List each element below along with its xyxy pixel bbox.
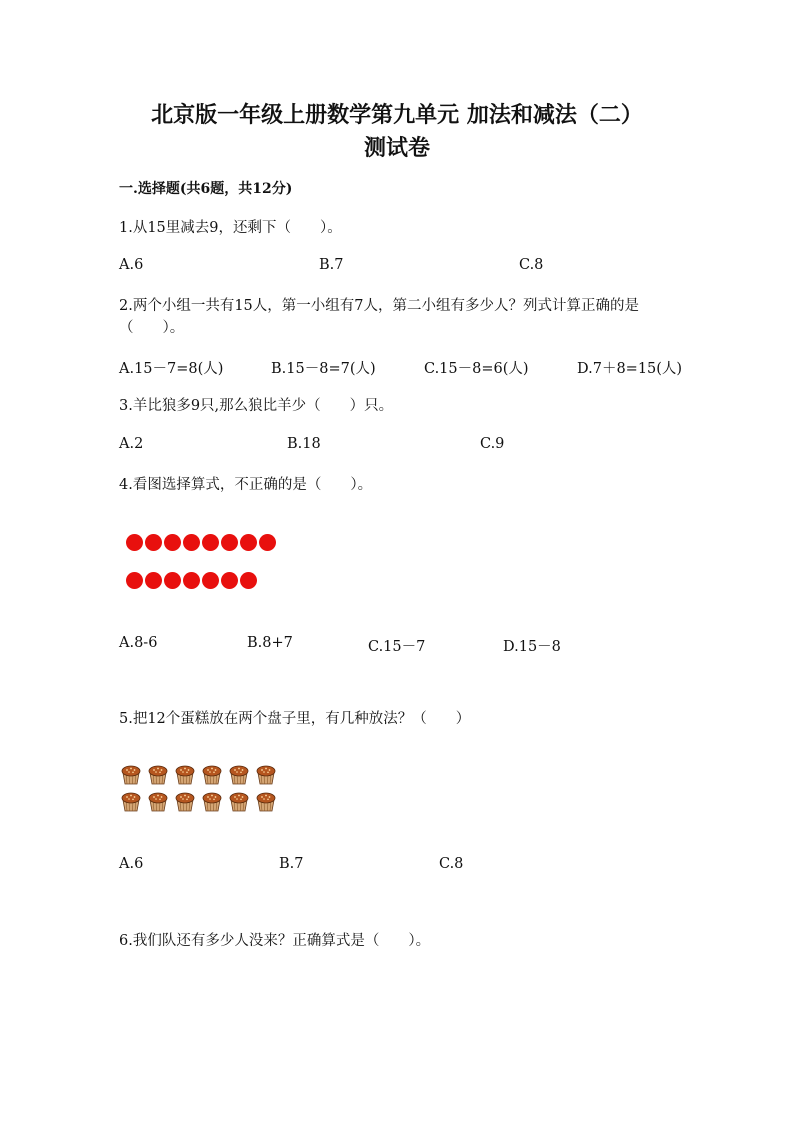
q4-option-c[interactable]: C.15－7 — [368, 639, 426, 655]
page-title-line2: 测试卷 — [363, 135, 430, 161]
cake-icon — [200, 789, 224, 813]
cake-icon — [146, 789, 170, 813]
cake-icon — [227, 789, 251, 813]
red-dot-icon — [240, 572, 257, 589]
q4-option-a[interactable]: A.8-6 — [119, 635, 158, 651]
q1-option-b[interactable]: B.7 — [319, 257, 344, 273]
q2-option-d[interactable]: D.7＋8=15(人) — [577, 361, 683, 377]
question-4: 4.看图选择算式，不正确的是（ ）。 — [119, 477, 373, 493]
question-6: 6.我们队还有多少人没来？正确算式是（ ）。 — [119, 933, 431, 949]
q4-option-b[interactable]: B.8+7 — [247, 635, 293, 651]
question-5: 5.把12个蛋糕放在两个盘子里，有几种放法？（ ） — [119, 711, 471, 727]
cake-icon — [173, 762, 197, 786]
dots-row-2 — [126, 572, 257, 589]
question-2: 2.两个小组一共有15人，第一小组有7人，第二小组有多少人？列式计算正确的是（ ）。 — [119, 298, 640, 336]
red-dot-icon — [126, 534, 143, 551]
cake-icon — [227, 762, 251, 786]
red-dot-icon — [183, 534, 200, 551]
cake-icon — [119, 762, 143, 786]
red-dot-icon — [221, 534, 238, 551]
q1-option-a[interactable]: A.6 — [119, 257, 144, 273]
q5-option-b[interactable]: B.7 — [279, 856, 304, 872]
red-dot-icon — [145, 534, 162, 551]
cake-icon — [254, 762, 278, 786]
page-title-line1: 北京版一年级上册数学第九单元 加法和减法（二） — [151, 102, 643, 128]
cakes-row-2 — [119, 789, 278, 813]
red-dot-icon — [202, 534, 219, 551]
cake-icon — [119, 789, 143, 813]
red-dot-icon — [259, 534, 276, 551]
red-dot-icon — [164, 534, 181, 551]
q3-option-c[interactable]: C.9 — [480, 436, 505, 452]
section-heading: 一.选择题(共6题，共12分) — [119, 181, 293, 197]
q5-option-a[interactable]: A.6 — [119, 856, 144, 872]
red-dot-icon — [202, 572, 219, 589]
cakes-row-1 — [119, 762, 278, 786]
q1-option-c[interactable]: C.8 — [519, 257, 544, 273]
red-dot-icon — [183, 572, 200, 589]
q4-option-d[interactable]: D.15－8 — [503, 639, 561, 655]
q3-option-b[interactable]: B.18 — [287, 436, 321, 452]
red-dot-icon — [164, 572, 181, 589]
cake-icon — [200, 762, 224, 786]
question-3: 3.羊比狼多9只,那么狼比羊少（ ）只。 — [119, 398, 394, 414]
red-dot-icon — [145, 572, 162, 589]
q2-option-a[interactable]: A.15－7=8(人) — [119, 361, 224, 377]
question-1: 1.从15里减去9，还剩下（ ）。 — [119, 220, 342, 236]
q5-option-c[interactable]: C.8 — [439, 856, 464, 872]
red-dot-icon — [240, 534, 257, 551]
q2-option-c[interactable]: C.15－8=6(人) — [424, 361, 529, 377]
red-dot-icon — [221, 572, 238, 589]
dots-row-1 — [126, 534, 276, 551]
q3-option-a[interactable]: A.2 — [119, 436, 144, 452]
cake-icon — [254, 789, 278, 813]
q2-option-b[interactable]: B.15－8=7(人) — [271, 361, 376, 377]
cake-icon — [173, 789, 197, 813]
red-dot-icon — [126, 572, 143, 589]
cake-icon — [146, 762, 170, 786]
